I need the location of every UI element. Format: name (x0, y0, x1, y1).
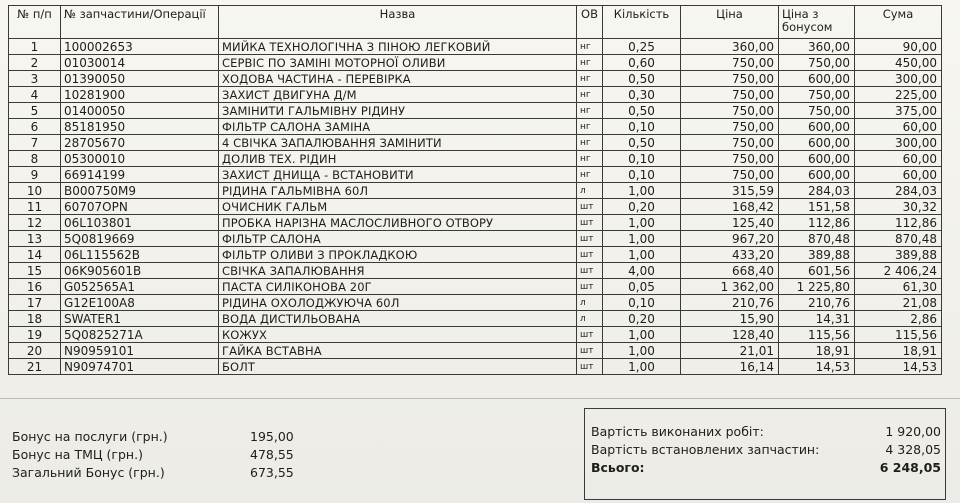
cell-num: 12 (9, 215, 61, 231)
cell-num: 13 (9, 231, 61, 247)
cell-code: 06L103801 (61, 215, 219, 231)
cell-code: 06L115562B (61, 247, 219, 263)
table-row (9, 199, 942, 215)
cell-price-bonus: 18,91 (779, 343, 855, 359)
cell-price: 168,42 (681, 199, 779, 215)
cell-qty: 0,50 (603, 71, 681, 87)
cell-qty: 1,00 (603, 327, 681, 343)
cell-code: B000750M9 (61, 183, 219, 199)
cell-price-bonus: 284,03 (779, 183, 855, 199)
cell-qty: 0,50 (603, 103, 681, 119)
cell-num: 1 (9, 39, 61, 55)
bonus-row-goods (12, 446, 312, 464)
totals-box (584, 408, 946, 500)
cell-num: 11 (9, 199, 61, 215)
cell-unit: шт (577, 199, 603, 215)
totals-grand-label: Всього: (591, 460, 645, 475)
cell-name: ОЧИСНИК ГАЛЬМ (219, 199, 577, 215)
cell-num: 18 (9, 311, 61, 327)
cell-name: ФІЛЬТР САЛОНА ЗАМІНА (219, 119, 577, 135)
table-row (9, 183, 942, 199)
cell-num: 4 (9, 87, 61, 103)
cell-unit: л (577, 295, 603, 311)
cell-price-bonus: 600,00 (779, 135, 855, 151)
cell-code: 01400050 (61, 103, 219, 119)
cell-name: ПАСТА СИЛІКОНОВА 20Г (219, 279, 577, 295)
bonus-label: Загальний Бонус (грн.) (12, 465, 165, 480)
cell-sum: 2,86 (855, 311, 942, 327)
cell-name: БОЛТ (219, 359, 577, 375)
cell-num: 6 (9, 119, 61, 135)
cell-sum: 300,00 (855, 135, 942, 151)
totals-works-row (591, 424, 941, 439)
section-divider (0, 398, 960, 399)
table-row (9, 151, 942, 167)
cell-price-bonus: 151,58 (779, 199, 855, 215)
cell-price: 750,00 (681, 119, 779, 135)
cell-qty: 1,00 (603, 359, 681, 375)
cell-sum: 61,30 (855, 279, 942, 295)
col-header-qty: Кількість (603, 6, 681, 39)
table-row (9, 359, 942, 375)
cell-unit: нг (577, 55, 603, 71)
col-header-num: № п/п (9, 6, 61, 39)
col-header-sum: Сума (855, 6, 942, 39)
cell-code: 06K905601B (61, 263, 219, 279)
cell-qty: 0,20 (603, 311, 681, 327)
cell-qty: 1,00 (603, 247, 681, 263)
cell-price: 360,00 (681, 39, 779, 55)
bonus-row-services (12, 428, 312, 446)
cell-name: МИЙКА ТЕХНОЛОГІЧНА З ПІНОЮ ЛЕГКОВИЙ (219, 39, 577, 55)
cell-num: 2 (9, 55, 61, 71)
cell-code: 85181950 (61, 119, 219, 135)
cell-unit: шт (577, 327, 603, 343)
cell-qty: 0,25 (603, 39, 681, 55)
cell-price-bonus: 601,56 (779, 263, 855, 279)
cell-sum: 115,56 (855, 327, 942, 343)
cell-price: 15,90 (681, 311, 779, 327)
cell-qty: 4,00 (603, 263, 681, 279)
totals-parts-label: Вартість встановлених запчастин: (591, 442, 820, 457)
cell-sum: 870,48 (855, 231, 942, 247)
cell-price: 210,76 (681, 295, 779, 311)
cell-unit: шт (577, 279, 603, 295)
cell-code: G052565A1 (61, 279, 219, 295)
cell-qty: 1,00 (603, 183, 681, 199)
cell-unit: нг (577, 71, 603, 87)
cell-qty: 0,05 (603, 279, 681, 295)
table-row (9, 215, 942, 231)
invoice-table (8, 5, 942, 375)
cell-code: 66914199 (61, 167, 219, 183)
cell-price-bonus: 389,88 (779, 247, 855, 263)
cell-unit: нг (577, 103, 603, 119)
table-row (9, 55, 942, 71)
cell-unit: шт (577, 247, 603, 263)
cell-price-bonus: 115,56 (779, 327, 855, 343)
cell-price-bonus: 750,00 (779, 87, 855, 103)
table-row (9, 71, 942, 87)
cell-sum: 14,53 (855, 359, 942, 375)
cell-code: 01030014 (61, 55, 219, 71)
cell-num: 17 (9, 295, 61, 311)
cell-unit: шт (577, 231, 603, 247)
cell-sum: 60,00 (855, 151, 942, 167)
cell-price: 750,00 (681, 167, 779, 183)
totals-works-label: Вартість виконаних робіт: (591, 424, 764, 439)
col-header-code: № запчастини/Операції (61, 6, 219, 39)
cell-qty: 1,00 (603, 343, 681, 359)
cell-code: 05300010 (61, 151, 219, 167)
cell-price-bonus: 1 225,80 (779, 279, 855, 295)
cell-price: 16,14 (681, 359, 779, 375)
cell-code: G12E100A8 (61, 295, 219, 311)
bonus-label: Бонус на послуги (грн.) (12, 429, 168, 444)
cell-name: СВІЧКА ЗАПАЛЮВАННЯ (219, 263, 577, 279)
cell-sum: 60,00 (855, 119, 942, 135)
cell-price-bonus: 14,53 (779, 359, 855, 375)
totals-works-value: 1 920,00 (885, 424, 941, 439)
totals-parts-value: 4 328,05 (885, 442, 941, 457)
cell-sum: 18,91 (855, 343, 942, 359)
table-row (9, 167, 942, 183)
cell-code: 100002653 (61, 39, 219, 55)
cell-name: ПРОБКА НАРІЗНА МАСЛОСЛИВНОГО ОТВОРУ (219, 215, 577, 231)
cell-name: ФІЛЬТР САЛОНА (219, 231, 577, 247)
cell-num: 21 (9, 359, 61, 375)
cell-qty: 0,10 (603, 167, 681, 183)
cell-qty: 0,10 (603, 119, 681, 135)
cell-unit: нг (577, 87, 603, 103)
bonus-value: 673,55 (250, 465, 294, 480)
bonus-label: Бонус на ТМЦ (грн.) (12, 447, 143, 462)
cell-num: 15 (9, 263, 61, 279)
cell-qty: 0,60 (603, 55, 681, 71)
cell-unit: нг (577, 151, 603, 167)
cell-qty: 0,10 (603, 151, 681, 167)
cell-num: 10 (9, 183, 61, 199)
cell-sum: 60,00 (855, 167, 942, 183)
cell-sum: 30,32 (855, 199, 942, 215)
cell-price-bonus: 600,00 (779, 119, 855, 135)
cell-price-bonus: 750,00 (779, 55, 855, 71)
table-header-row (9, 6, 942, 39)
cell-num: 16 (9, 279, 61, 295)
totals-grand-row (591, 460, 941, 475)
totals-grand-value: 6 248,05 (879, 460, 941, 475)
cell-sum: 375,00 (855, 103, 942, 119)
table-row (9, 295, 942, 311)
cell-price: 750,00 (681, 135, 779, 151)
cell-price-bonus: 14,31 (779, 311, 855, 327)
cell-code: 5Q0825271A (61, 327, 219, 343)
cell-name: ГАЙКА ВСТАВНА (219, 343, 577, 359)
col-header-name: Назва (219, 6, 577, 39)
cell-price-bonus: 600,00 (779, 167, 855, 183)
cell-sum: 2 406,24 (855, 263, 942, 279)
cell-name: ВОДА ДИСТИЛЬОВАНА (219, 311, 577, 327)
bonus-value: 478,55 (250, 447, 294, 462)
col-header-price: Ціна (681, 6, 779, 39)
cell-unit: нг (577, 135, 603, 151)
cell-price: 1 362,00 (681, 279, 779, 295)
table-row (9, 119, 942, 135)
cell-price-bonus: 870,48 (779, 231, 855, 247)
cell-unit: л (577, 183, 603, 199)
cell-price-bonus: 210,76 (779, 295, 855, 311)
cell-price: 433,20 (681, 247, 779, 263)
cell-unit: шт (577, 215, 603, 231)
cell-num: 3 (9, 71, 61, 87)
cell-num: 9 (9, 167, 61, 183)
cell-code: N90974701 (61, 359, 219, 375)
table-row (9, 135, 942, 151)
cell-num: 5 (9, 103, 61, 119)
cell-name: ФІЛЬТР ОЛИВИ З ПРОКЛАДКОЮ (219, 247, 577, 263)
table-row (9, 103, 942, 119)
cell-name: СЕРВІС ПО ЗАМІНІ МОТОРНОЇ ОЛИВИ (219, 55, 577, 71)
cell-name: КОЖУХ (219, 327, 577, 343)
bonus-value: 195,00 (250, 429, 294, 444)
bonus-summary (12, 428, 312, 482)
cell-name: РІДИНА ГАЛЬМІВНА 60Л (219, 183, 577, 199)
cell-name: ХОДОВА ЧАСТИНА - ПЕРЕВІРКА (219, 71, 577, 87)
cell-num: 14 (9, 247, 61, 263)
cell-unit: л (577, 311, 603, 327)
cell-num: 8 (9, 151, 61, 167)
cell-price-bonus: 750,00 (779, 103, 855, 119)
cell-sum: 284,03 (855, 183, 942, 199)
cell-sum: 300,00 (855, 71, 942, 87)
cell-price-bonus: 112,86 (779, 215, 855, 231)
cell-code: 28705670 (61, 135, 219, 151)
cell-price: 315,59 (681, 183, 779, 199)
cell-price: 750,00 (681, 103, 779, 119)
table-row (9, 311, 942, 327)
cell-sum: 225,00 (855, 87, 942, 103)
table-row (9, 279, 942, 295)
cell-num: 20 (9, 343, 61, 359)
cell-price: 125,40 (681, 215, 779, 231)
table-row (9, 263, 942, 279)
cell-sum: 90,00 (855, 39, 942, 55)
cell-name: РІДИНА ОХОЛОДЖУЮЧА 60Л (219, 295, 577, 311)
cell-price-bonus: 600,00 (779, 151, 855, 167)
cell-code: 60707OPN (61, 199, 219, 215)
cell-qty: 0,10 (603, 295, 681, 311)
cell-code: 5Q0819669 (61, 231, 219, 247)
cell-num: 7 (9, 135, 61, 151)
cell-code: SWATER1 (61, 311, 219, 327)
col-header-price-bonus: Ціна з бонусом (779, 6, 855, 39)
table-row (9, 343, 942, 359)
table-row (9, 39, 942, 55)
cell-name: ДОЛИВ ТЕХ. РІДИН (219, 151, 577, 167)
cell-price: 750,00 (681, 151, 779, 167)
cell-qty: 0,30 (603, 87, 681, 103)
cell-code: 01390050 (61, 71, 219, 87)
cell-name: ЗАХИСТ ДНИЩА - ВСТАНОВИТИ (219, 167, 577, 183)
cell-sum: 112,86 (855, 215, 942, 231)
totals-parts-row (591, 442, 941, 457)
cell-qty: 1,00 (603, 231, 681, 247)
table-row (9, 327, 942, 343)
cell-unit: нг (577, 39, 603, 55)
cell-name: ЗАМІНИТИ ГАЛЬМІВНУ РІДИНУ (219, 103, 577, 119)
cell-qty: 0,50 (603, 135, 681, 151)
table-row (9, 87, 942, 103)
cell-price-bonus: 600,00 (779, 71, 855, 87)
cell-sum: 21,08 (855, 295, 942, 311)
cell-num: 19 (9, 327, 61, 343)
cell-price-bonus: 360,00 (779, 39, 855, 55)
cell-unit: шт (577, 343, 603, 359)
cell-price: 668,40 (681, 263, 779, 279)
cell-unit: нг (577, 167, 603, 183)
cell-price: 750,00 (681, 55, 779, 71)
cell-price: 967,20 (681, 231, 779, 247)
col-header-ov: ОВ (577, 6, 603, 39)
cell-price: 21,01 (681, 343, 779, 359)
cell-qty: 0,20 (603, 199, 681, 215)
cell-sum: 389,88 (855, 247, 942, 263)
bonus-row-total (12, 464, 312, 482)
table-body (9, 39, 942, 375)
cell-price: 128,40 (681, 327, 779, 343)
cell-name: 4 СВІЧКА ЗАПАЛЮВАННЯ ЗАМІНИТИ (219, 135, 577, 151)
cell-code: N90959101 (61, 343, 219, 359)
cell-unit: шт (577, 263, 603, 279)
table-row (9, 247, 942, 263)
cell-price: 750,00 (681, 71, 779, 87)
cell-unit: нг (577, 119, 603, 135)
cell-qty: 1,00 (603, 215, 681, 231)
cell-sum: 450,00 (855, 55, 942, 71)
cell-price: 750,00 (681, 87, 779, 103)
table-row (9, 231, 942, 247)
cell-unit: шт (577, 359, 603, 375)
cell-code: 10281900 (61, 87, 219, 103)
cell-name: ЗАХИСТ ДВИГУНА Д/М (219, 87, 577, 103)
